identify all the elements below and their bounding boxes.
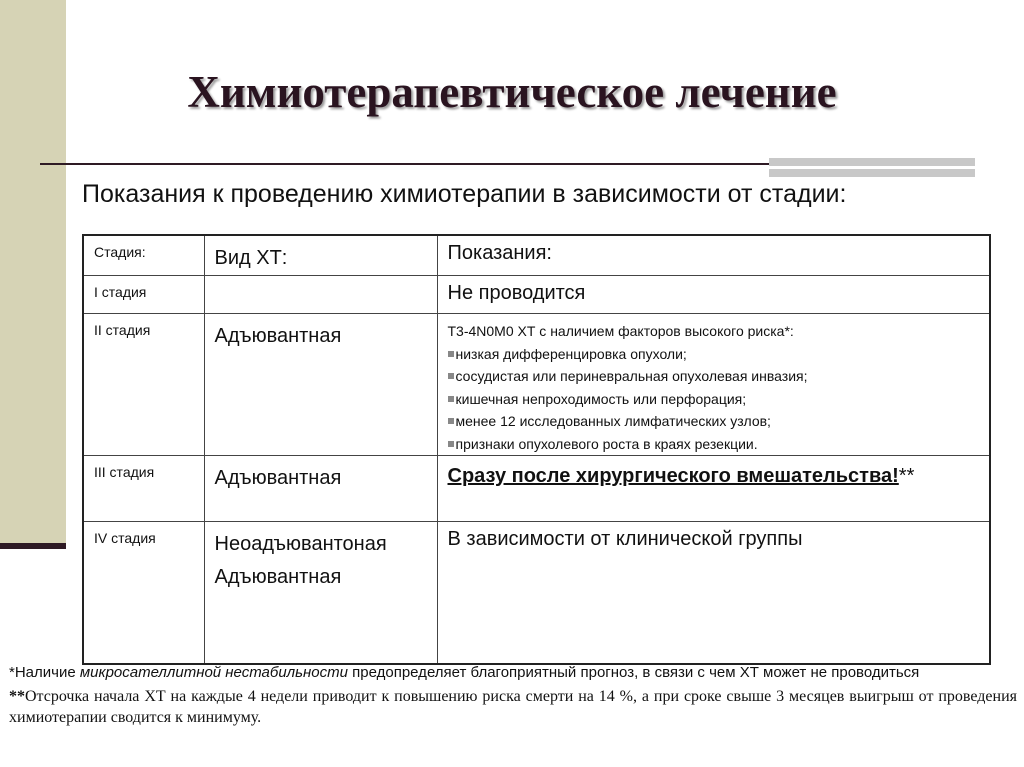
stage-cell: I стадия — [83, 276, 204, 314]
stage-table — [82, 234, 991, 665]
kind-item: Адъювантная — [214, 467, 342, 489]
kind-cell — [204, 456, 437, 522]
indication-strong: Сразу после хирургического вмешательства! — [447, 465, 899, 487]
page-title: Химиотерапевтическое лечение — [187, 67, 837, 117]
bullet-icon — [448, 441, 454, 447]
footnote-1: *Наличие микросателлитной нестабильности предопределяет благоприятный прогноз, в связи с чем ХТ может не проводиться — [9, 664, 920, 681]
bullet-icon — [448, 396, 454, 402]
indication-cell — [437, 314, 990, 456]
indication-head: T3-4N0M0 ХТ с наличием факторов высокого риска*: — [447, 323, 794, 339]
table-header-row — [83, 235, 990, 276]
bullet-icon — [448, 373, 454, 379]
kind-cell — [204, 522, 437, 664]
kind-item: Адъювантная — [214, 325, 342, 347]
footnote-2: **Отсрочка начала ХТ на каждые 4 недели приводит к повышению риска смерти на 14 %, а при сроке свыше 3 месяцев выигрыш от проведения химиотерапии сводится к минимуму. — [9, 688, 1017, 726]
title-rule-accent — [769, 158, 975, 177]
kind-cell — [204, 276, 437, 314]
stage-cell: III стадия — [83, 456, 204, 522]
table-row-stage-4 — [83, 522, 990, 664]
footnote-1-emphasis: микросателлитной нестабильности — [79, 664, 348, 681]
kind-item: Неоадъювантоная — [214, 533, 387, 555]
risk-factor-item: признаки опухолевого роста в краях резекции. — [448, 433, 990, 456]
subtitle: Показания к проведению химиотерапии в зависимости от стадии: — [82, 180, 847, 208]
header-indication: Показания: — [437, 235, 990, 276]
risk-factor-item: менее 12 исследованных лимфатических узлов; — [448, 410, 990, 433]
stage-cell: II стадия — [83, 314, 204, 456]
risk-factor-item: низкая дифференцировка опухоли; — [448, 343, 990, 366]
kind-cell — [204, 314, 437, 456]
bullet-icon — [448, 418, 454, 424]
risk-factor-item: сосудистая или периневральная опухолевая инвазия; — [448, 365, 990, 388]
kind-item: Адъювантная — [214, 566, 342, 588]
header-kind: Вид ХТ: — [204, 235, 437, 276]
bullet-icon — [448, 351, 454, 357]
indication-cell: В зависимости от клинической группы — [437, 522, 990, 664]
table-row-stage-2 — [83, 314, 990, 456]
indication-suffix: ** — [898, 465, 915, 487]
risk-factor-item: кишечная непроходимость или перфорация; — [448, 388, 990, 411]
side-rule — [0, 543, 66, 549]
stage-cell: IV стадия — [83, 522, 204, 664]
table-row-stage-3 — [83, 456, 990, 522]
header-stage: Стадия: — [83, 235, 204, 276]
table-row-stage-1 — [83, 276, 990, 314]
indication-cell: Не проводится — [437, 276, 990, 314]
indication-cell — [437, 456, 990, 522]
footnote-2-mark: ** — [9, 688, 25, 705]
